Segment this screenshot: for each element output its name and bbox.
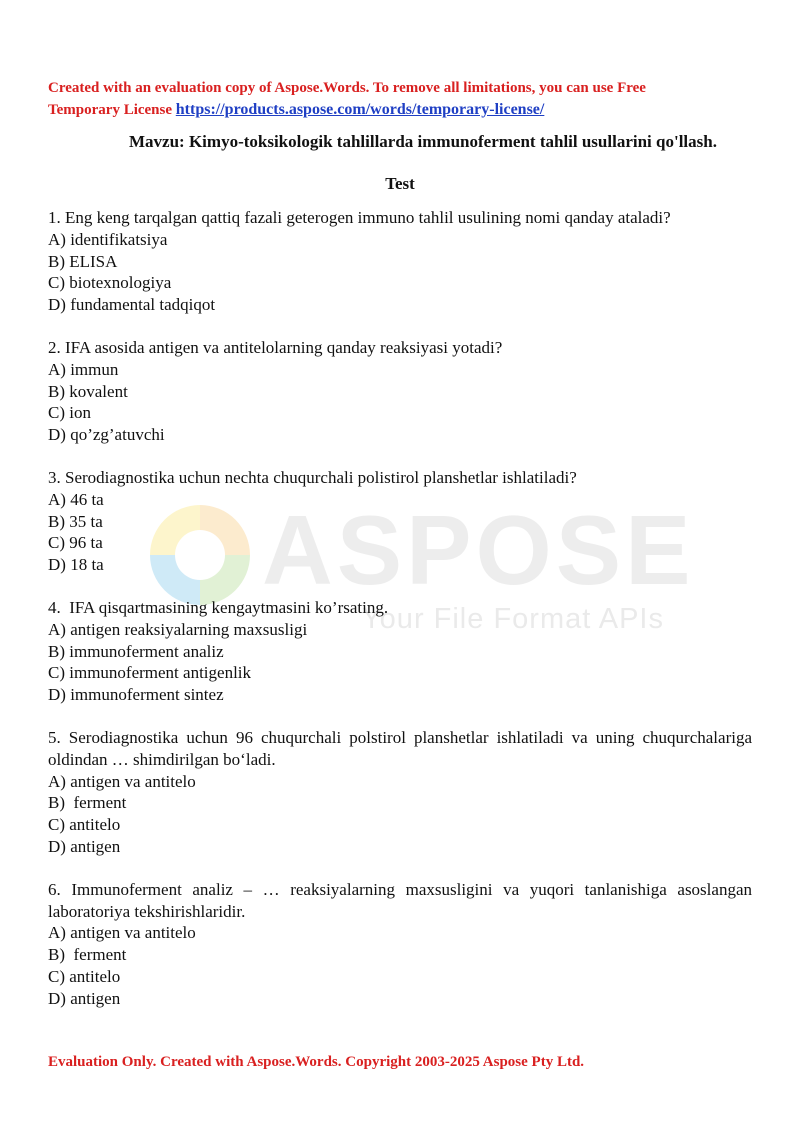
watermark-tagline: Your File Format APIs [362,603,664,635]
option-c: C) ion [48,403,91,423]
option-a: A) identifikatsiya [48,229,168,249]
question-5 [48,727,752,858]
option-d: D) qo’zg’atuvchi [48,425,165,445]
question-text: 4. IFA qisqartmasining kengaytmasini ko’rsating. [48,597,389,617]
option-a: A) antigen reaksiyalarning maxsusligi [48,619,308,639]
option-d: D) fundamental tadqiqot [48,295,216,315]
option-c: C) antitelo [48,966,121,986]
option-c: C) biotexnologiya [48,273,172,293]
evaluation-notice-line1: Created with an evaluation copy of Aspose.Words. To remove all limitations, you can use Free [48,80,646,96]
option-c: C) antitelo [48,815,121,835]
watermark-brand: ASPOSE [262,495,695,605]
question-text: 1. Eng keng tarqalgan qattiq fazali geterogen immuno tahlil usulining nomi qanday ataladi? [48,208,671,227]
question-3 [48,467,752,576]
question-4 [48,597,752,706]
temporary-license-link[interactable]: https://products.aspose.com/words/temporary-license/ [175,101,545,118]
evaluation-footer: Evaluation Only. Created with Aspose.Words. Copyright 2003-2025 Aspose Pty Ltd. [48,1054,585,1070]
evaluation-notice-line2 [48,99,752,121]
evaluation-notice [48,78,752,121]
question-text: 3. Serodiagnostika uchun nechta chuqurchali polistirol planshetlar ishlatiladi? [48,467,577,487]
question-2 [48,337,752,446]
evaluation-notice-prefix: Temporary License [48,102,176,118]
option-b: B) ferment [48,793,127,813]
question-1 [48,207,752,316]
option-d: D) antigen [48,836,121,856]
option-c: C) immunoferment antigenlik [48,663,252,683]
question-text: 2. IFA asosida antigen va antitelolarning qanday reaksiyasi yotadi? [48,337,503,357]
question-text: 5. Serodiagnostika uchun 96 chuqurchali polstirol planshetlar ishlatiladi va uning chuqurchalariga oldindan … shimdirilgan bo‘ladi. [48,727,752,769]
question-list [48,207,752,1010]
option-a: A) 46 ta [48,489,104,509]
option-b: B) kovalent [48,381,128,401]
option-d: D) antigen [48,988,121,1008]
document-page [48,78,752,1031]
option-b: B) ELISA [48,251,118,271]
option-a: A) immun [48,359,119,379]
option-b: B) ferment [48,945,127,965]
option-a: A) antigen va antitelo [48,771,196,791]
document-title: Test [385,174,415,193]
document-topic: Mavzu: Kimyo-toksikologik tahlillarda immunoferment tahlil usullarini qo'llash. [129,132,717,151]
option-d: D) immunoferment sintez [48,685,224,705]
option-d: D) 18 ta [48,555,104,575]
option-a: A) antigen va antitelo [48,923,196,943]
option-b: B) 35 ta [48,511,103,531]
option-b: B) immunoferment analiz [48,641,224,661]
question-text: 6. Immunoferment analiz – … reaksiyalarning maxsusligini va yuqori tanlanishiga asoslangan laboratoriya tekshirishlaridir. [48,879,752,921]
option-c: C) 96 ta [48,533,103,553]
question-6 [48,879,752,1010]
